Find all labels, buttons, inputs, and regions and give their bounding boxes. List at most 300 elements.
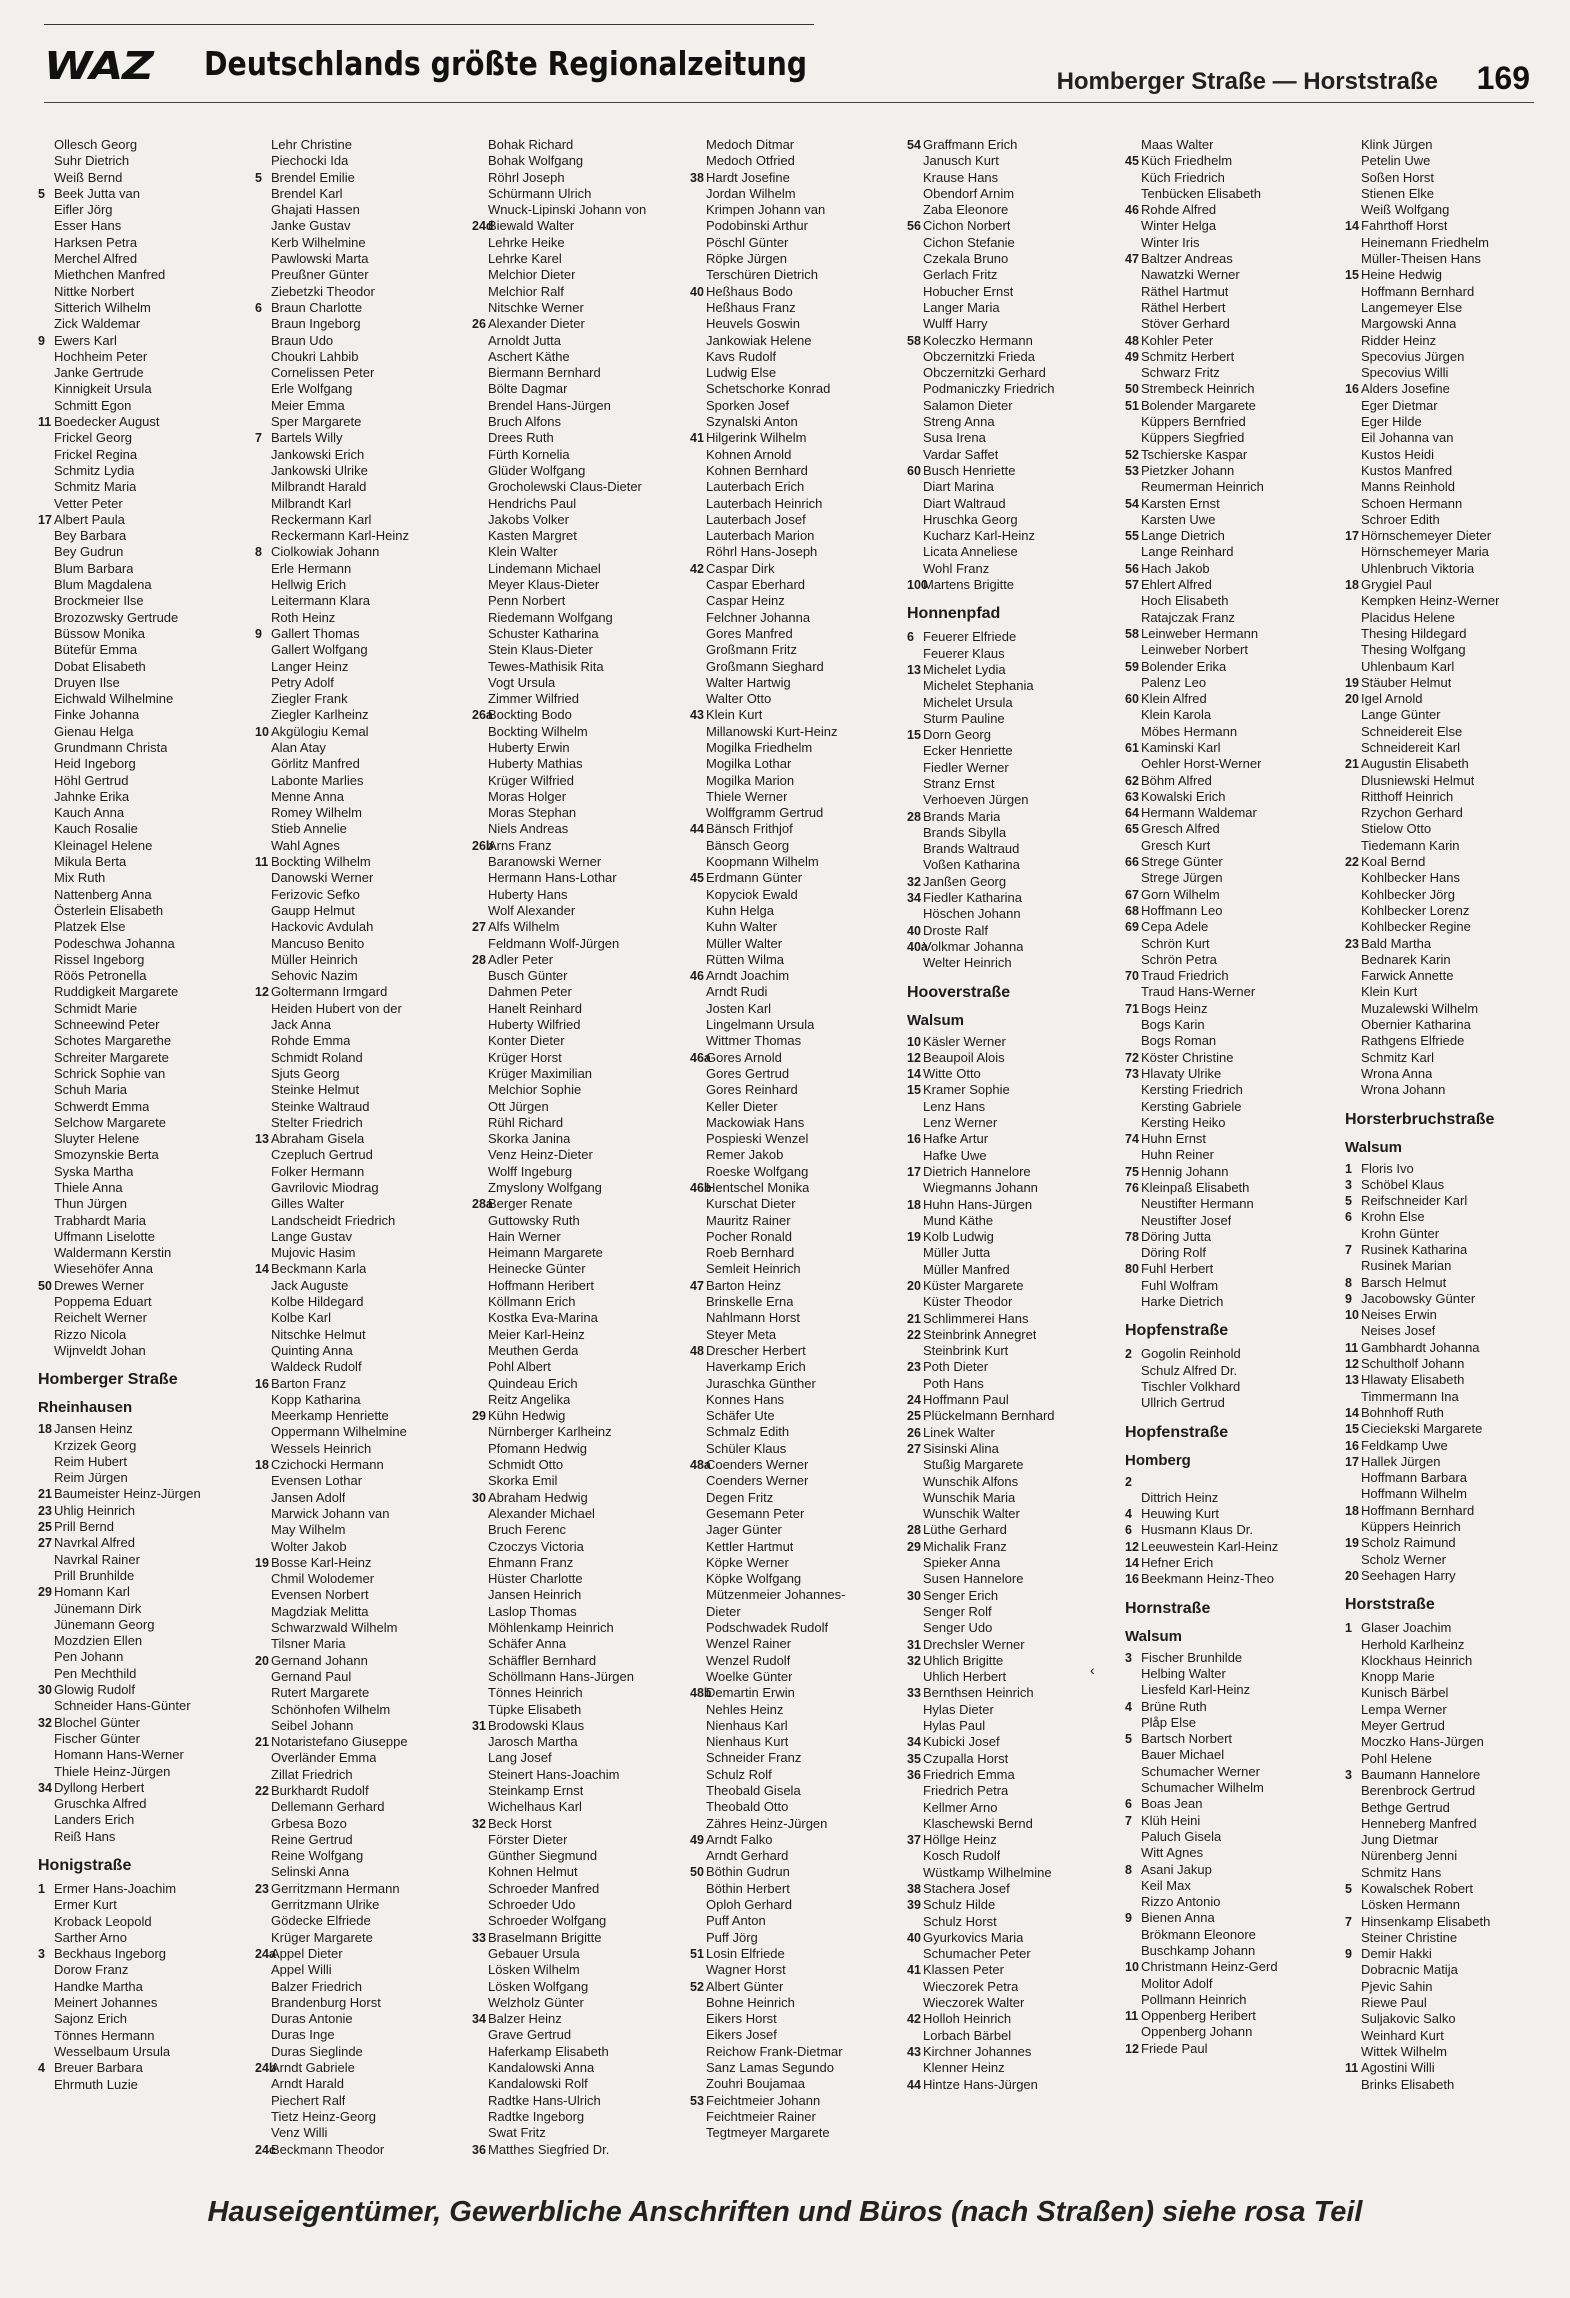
resident-name: Overländer Emma — [271, 1750, 377, 1766]
house-number — [1345, 186, 1361, 202]
house-number: 18 — [255, 1458, 269, 1473]
resident-entry — [1125, 1571, 1335, 1587]
resident-entry — [38, 1979, 248, 1995]
house-number — [472, 1587, 488, 1603]
resident-name: Rizzo Nicola — [54, 1326, 127, 1342]
resident-name: Neustifter Hermann — [1141, 1196, 1254, 1212]
house-number: 33 — [472, 1930, 486, 1945]
house-number — [1345, 838, 1361, 854]
house-number — [38, 1995, 54, 2011]
resident-entry — [38, 1568, 248, 1584]
house-number — [38, 1310, 54, 1326]
resident-entry — [907, 1376, 1117, 1392]
house-number: 38 — [690, 170, 704, 185]
house-number — [1125, 2024, 1141, 2040]
resident-entry — [472, 675, 682, 691]
resident-entry — [1345, 1783, 1555, 1799]
house-number — [38, 398, 54, 414]
resident-name: Zick Waldemar — [54, 316, 141, 332]
house-number: 18 — [1345, 578, 1359, 593]
house-number — [907, 561, 923, 577]
resident-entry — [1125, 1261, 1335, 1277]
house-number — [255, 1310, 271, 1326]
resident-name: Döring Jutta — [1141, 1228, 1212, 1244]
resident-entry — [38, 300, 248, 316]
resident-entry — [255, 773, 465, 789]
resident-name: Nürenberg Jenni — [1361, 1848, 1458, 1864]
resident-entry — [38, 1050, 248, 1066]
house-number — [690, 1555, 706, 1571]
resident-entry — [472, 1848, 682, 1864]
street-heading: Hornstraße — [1125, 1599, 1211, 1617]
resident-entry — [690, 821, 900, 837]
house-number — [472, 349, 488, 365]
resident-entry — [38, 919, 248, 935]
house-number — [38, 1962, 54, 1978]
resident-name: Blochel Günter — [54, 1714, 140, 1730]
resident-name: Dorow Franz — [54, 1962, 129, 1978]
resident-name: Czepluch Gertrud — [271, 1147, 373, 1163]
resident-name: Keller Dieter — [706, 1098, 778, 1114]
resident-entry — [255, 1913, 465, 1929]
house-number: 11 — [1345, 2061, 1359, 2076]
house-number — [472, 1604, 488, 1620]
house-number — [907, 1474, 923, 1490]
house-number: 100 — [907, 578, 928, 593]
resident-name: Biermann Bernhard — [488, 365, 601, 381]
resident-entry — [690, 659, 900, 675]
house-number: 7 — [1125, 1813, 1132, 1828]
resident-name: Feichtmeier Johann — [706, 2092, 821, 2108]
resident-entry — [472, 365, 682, 381]
house-number: 9 — [1345, 1947, 1352, 1962]
resident-entry — [1345, 1767, 1555, 1783]
resident-name: Waldermann Kerstin — [54, 1245, 172, 1261]
house-number — [255, 186, 271, 202]
resident-entry — [1125, 1959, 1335, 1975]
house-number — [472, 251, 488, 267]
resident-name: Seehagen Harry — [1361, 1567, 1456, 1583]
resident-entry — [38, 821, 248, 837]
resident-name: Rütten Wilma — [706, 951, 785, 967]
house-number — [255, 1636, 271, 1652]
house-number: 71 — [1125, 1001, 1139, 1016]
resident-entry — [255, 170, 465, 186]
directory-column-7 — [1345, 137, 1555, 2093]
resident-entry — [38, 1698, 248, 1714]
house-number: 76 — [1125, 1181, 1139, 1195]
resident-entry — [1125, 1346, 1335, 1362]
house-number — [255, 512, 271, 528]
resident-name: Scholz Werner — [1361, 1551, 1447, 1567]
house-number — [1345, 1258, 1361, 1274]
house-number: 42 — [690, 561, 704, 576]
resident-name: Brinskelle Erna — [706, 1294, 794, 1310]
resident-name: Bütefür Emma — [54, 642, 138, 658]
house-number: 15 — [1345, 268, 1359, 283]
resident-name: Schoen Hermann — [1361, 495, 1463, 511]
resident-entry — [255, 675, 465, 691]
resident-entry — [1345, 919, 1555, 935]
resident-name: Gilles Walter — [271, 1196, 345, 1212]
resident-name: Dellemann Gerhard — [271, 1799, 385, 1815]
resident-name: Molitor Adolf — [1141, 1975, 1213, 1991]
resident-name: Romey Wilhelm — [271, 805, 363, 821]
house-number: 40 — [907, 1930, 921, 1945]
resident-name: Schwerdt Emma — [54, 1098, 150, 1114]
resident-entry — [472, 561, 682, 577]
resident-entry — [472, 1196, 682, 1212]
resident-name: Krüger Horst — [488, 1049, 562, 1065]
house-number: 65 — [1125, 822, 1139, 837]
resident-entry — [1125, 887, 1335, 903]
resident-entry — [1345, 447, 1555, 463]
resident-entry — [1345, 1307, 1555, 1323]
resident-name: Wijnveldt Johan — [54, 1342, 146, 1358]
resident-name: Schöbel Klaus — [1361, 1176, 1445, 1192]
house-number — [907, 153, 923, 169]
resident-name: Sluyter Helene — [54, 1131, 140, 1147]
house-number — [38, 1454, 54, 1470]
resident-entry — [690, 838, 900, 854]
resident-entry — [472, 1033, 682, 1049]
house-number — [690, 854, 706, 870]
house-number — [255, 1913, 271, 1929]
resident-entry — [255, 1017, 465, 1033]
house-number: 10 — [907, 1034, 921, 1049]
resident-name: Cornelissen Peter — [271, 365, 375, 381]
resident-name: Erle Wolfgang — [271, 381, 353, 397]
resident-entry — [472, 1327, 682, 1343]
house-number — [1125, 1395, 1141, 1411]
house-number — [690, 398, 706, 414]
house-number: 23 — [1345, 936, 1359, 951]
resident-name: Klein Kurt — [1361, 984, 1418, 1000]
house-number — [690, 1327, 706, 1343]
resident-entry — [907, 792, 1117, 808]
house-number — [1125, 724, 1141, 740]
house-number — [690, 218, 706, 234]
resident-entry — [38, 968, 248, 984]
resident-entry — [38, 1535, 248, 1551]
house-number — [255, 887, 271, 903]
house-number — [38, 1698, 54, 1714]
house-number — [690, 202, 706, 218]
resident-name: Reitz Angelika — [488, 1391, 571, 1407]
resident-entry — [255, 300, 465, 316]
resident-entry — [472, 610, 682, 626]
resident-name: Grocholewski Claus-Dieter — [488, 479, 642, 495]
resident-entry — [907, 1848, 1117, 1864]
resident-entry — [38, 1066, 248, 1082]
resident-entry — [1345, 724, 1555, 740]
resident-name: Schlimmerei Hans — [923, 1310, 1029, 1326]
resident-entry — [690, 740, 900, 756]
resident-name: Eger Dietmar — [1361, 397, 1438, 413]
resident-entry — [255, 2044, 465, 2060]
resident-entry — [1125, 1245, 1335, 1261]
house-number — [472, 1848, 488, 1864]
resident-entry — [1345, 235, 1555, 251]
house-number — [1345, 1832, 1361, 1848]
resident-entry — [1345, 577, 1555, 593]
resident-name: Knopp Marie — [1361, 1669, 1435, 1685]
resident-name: Bolender Margarete — [1141, 397, 1256, 413]
resident-name: Kosch Rudolf — [923, 1848, 1001, 1864]
resident-name: Lauterbach Heinrich — [706, 495, 823, 511]
resident-name: Koleczko Hermann — [923, 332, 1033, 348]
resident-name: Hermann Hans-Lothar — [488, 870, 617, 886]
resident-name: Oppenberg Johann — [1141, 2024, 1253, 2040]
house-number — [1345, 316, 1361, 332]
resident-name: Heiden Hubert von der — [271, 1000, 402, 1016]
resident-entry — [690, 968, 900, 984]
resident-name: Voßen Katharina — [923, 857, 1020, 873]
house-number — [255, 1213, 271, 1229]
house-number — [472, 789, 488, 805]
resident-entry — [38, 186, 248, 202]
house-number — [1345, 1519, 1361, 1535]
resident-entry — [255, 1131, 465, 1147]
resident-name: Michelet Lydia — [923, 661, 1006, 677]
house-number — [472, 1017, 488, 1033]
house-number — [690, 1604, 706, 1620]
resident-name: Duras Inge — [271, 2027, 335, 2043]
house-number: 3 — [1345, 1767, 1352, 1782]
resident-name: Köpke Werner — [706, 1554, 789, 1570]
house-number — [472, 1636, 488, 1652]
resident-entry — [1345, 251, 1555, 267]
resident-name: Müller Manfred — [923, 1261, 1010, 1277]
resident-name: Diart Waltraud — [923, 495, 1006, 511]
resident-name: Schulz Alfred Dr. — [1141, 1362, 1238, 1378]
resident-name: Kohnen Helmut — [488, 1864, 578, 1880]
resident-entry — [907, 760, 1117, 776]
resident-entry — [472, 1343, 682, 1359]
resident-entry — [255, 1180, 465, 1196]
house-number — [907, 743, 923, 759]
resident-entry — [1345, 952, 1555, 968]
resident-name: Bohnhoff Ruth — [1361, 1404, 1444, 1420]
resident-entry — [907, 1082, 1117, 1098]
house-number — [472, 870, 488, 886]
resident-entry — [690, 1864, 900, 1880]
resident-name: Jahnke Erika — [54, 788, 130, 804]
house-number — [38, 1131, 54, 1147]
resident-name: Kolbe Karl — [271, 1310, 331, 1326]
house-number — [1345, 333, 1361, 349]
house-number: 19 — [1345, 1536, 1359, 1551]
resident-entry — [907, 398, 1117, 414]
resident-entry — [255, 218, 465, 234]
resident-entry — [907, 218, 1117, 234]
house-number — [1125, 430, 1141, 446]
house-number — [1345, 1470, 1361, 1486]
resident-entry — [472, 202, 682, 218]
resident-entry — [1125, 1490, 1335, 1506]
resident-entry — [472, 186, 682, 202]
resident-name: Licata Anneliese — [923, 544, 1018, 560]
resident-name: Placidus Helene — [1361, 609, 1455, 625]
house-number: 25 — [907, 1409, 921, 1424]
house-number — [472, 463, 488, 479]
resident-entry — [255, 593, 465, 609]
resident-entry — [907, 2044, 1117, 2060]
resident-name: Podschwadek Rudolf — [706, 1620, 829, 1636]
resident-entry — [907, 1832, 1117, 1848]
resident-entry — [38, 1164, 248, 1180]
resident-entry — [907, 2028, 1117, 2044]
resident-name: Braun Ingeborg — [271, 316, 361, 332]
resident-name: Koal Bernd — [1361, 854, 1426, 870]
resident-entry — [907, 1392, 1117, 1408]
resident-name: Brands Maria — [923, 808, 1001, 824]
resident-name: Wrona Johann — [1361, 1082, 1446, 1098]
resident-entry — [1345, 1519, 1555, 1535]
house-number: 5 — [255, 170, 262, 185]
house-number — [690, 789, 706, 805]
house-number — [1345, 887, 1361, 903]
house-number: 27 — [907, 1441, 921, 1456]
resident-name: Küppers Siegfried — [1141, 430, 1245, 446]
house-number — [472, 544, 488, 560]
resident-entry — [255, 1441, 465, 1457]
resident-entry — [472, 1066, 682, 1082]
house-number — [472, 1946, 488, 1962]
house-number — [472, 740, 488, 756]
house-number: 44 — [690, 822, 704, 837]
resident-entry — [38, 170, 248, 186]
resident-name: Felchner Johanna — [706, 609, 811, 625]
resident-entry — [255, 1571, 465, 1587]
resident-name: Floris Ivo — [1361, 1160, 1414, 1176]
resident-name: Milbrandt Harald — [271, 479, 367, 495]
resident-name: Husmann Klaus Dr. — [1141, 1522, 1253, 1538]
house-number — [690, 756, 706, 772]
resident-name: Hobucher Ernst — [923, 283, 1014, 299]
resident-name: Böthin Herbert — [706, 1880, 790, 1896]
resident-name: Goltermann Irmgard — [271, 984, 388, 1000]
resident-entry — [1125, 1699, 1335, 1715]
resident-entry — [472, 2093, 682, 2109]
resident-name: Christmann Heinz-Gerd — [1141, 1959, 1278, 1975]
resident-entry — [907, 447, 1117, 463]
resident-entry — [1345, 1405, 1555, 1421]
resident-entry — [472, 2027, 682, 2043]
resident-name: Kopyciok Ewald — [706, 886, 798, 902]
resident-name: Möhlenkamp Heinrich — [488, 1620, 614, 1636]
resident-name: Ritthoff Heinrich — [1361, 788, 1454, 804]
resident-name: Skorka Janina — [488, 1131, 571, 1147]
resident-name: Hoffmann Bernhard — [1361, 283, 1475, 299]
resident-entry — [907, 1245, 1117, 1261]
resident-name: Mützenmeier Johannes- — [706, 1587, 846, 1603]
resident-entry — [907, 1034, 1117, 1050]
house-number — [1125, 1747, 1141, 1763]
resident-entry — [907, 1930, 1117, 1946]
house-number — [38, 1164, 54, 1180]
house-number — [38, 984, 54, 1000]
resident-entry — [1345, 1454, 1555, 1470]
house-number — [1125, 1245, 1141, 1261]
house-number — [690, 300, 706, 316]
resident-name: Esser Hans — [54, 218, 122, 234]
resident-entry — [1345, 1832, 1555, 1848]
resident-name: Manns Reinhold — [1361, 479, 1455, 495]
resident-name: Nahlmann Horst — [706, 1310, 800, 1326]
resident-name: Küch Friedhelm — [1141, 153, 1233, 169]
house-number — [472, 1522, 488, 1538]
house-number — [38, 496, 54, 512]
resident-entry — [1125, 577, 1335, 593]
resident-name: Kaminski Karl — [1141, 739, 1221, 755]
house-number — [1125, 1213, 1141, 1229]
house-number — [472, 1539, 488, 1555]
house-number — [472, 1767, 488, 1783]
house-number — [1345, 1865, 1361, 1881]
resident-entry — [1345, 1637, 1555, 1653]
resident-entry — [690, 1115, 900, 1131]
house-number: 30 — [472, 1490, 486, 1505]
resident-entry — [1345, 2060, 1555, 2076]
house-number: 53 — [1125, 463, 1139, 478]
resident-entry — [472, 1962, 682, 1978]
house-number — [690, 626, 706, 642]
resident-entry — [690, 1278, 900, 1294]
resident-name: Strege Günter — [1141, 854, 1223, 870]
resident-name: Wüstkamp Wilhelmine — [923, 1864, 1052, 1880]
resident-name: Hylas Paul — [923, 1718, 986, 1734]
house-number: 11 — [1125, 2009, 1139, 2024]
resident-entry — [255, 1522, 465, 1538]
resident-name: Ferizovic Sefko — [271, 886, 360, 902]
resident-entry — [38, 773, 248, 789]
resident-entry — [907, 727, 1117, 743]
resident-entry — [38, 1438, 248, 1454]
resident-entry — [690, 186, 900, 202]
resident-name: Hintze Hans-Jürgen — [923, 2076, 1038, 2092]
resident-entry — [907, 1131, 1117, 1147]
resident-name: Brockmeier Ilse — [54, 593, 144, 609]
resident-entry — [690, 1490, 900, 1506]
house-number — [38, 1979, 54, 1995]
resident-name: Kurschat Dieter — [706, 1196, 796, 1212]
resident-entry — [690, 789, 900, 805]
house-number — [38, 1633, 54, 1649]
house-number — [690, 1848, 706, 1864]
house-number — [38, 1897, 54, 1913]
house-number — [690, 2027, 706, 2043]
resident-name: Venz Willi — [271, 2125, 328, 2141]
resident-entry — [1345, 512, 1555, 528]
resident-entry — [1125, 919, 1335, 935]
resident-name: Demir Hakki — [1361, 1946, 1432, 1962]
resident-entry — [907, 1637, 1117, 1653]
house-number: 40a — [907, 939, 928, 954]
resident-entry — [907, 1425, 1117, 1441]
house-number: 3 — [38, 1947, 45, 1962]
house-number — [472, 1506, 488, 1522]
resident-name: Gavrilovic Miodrag — [271, 1180, 379, 1195]
resident-name: Gresch Alfred — [1141, 821, 1220, 837]
resident-name: Kohnen Arnold — [706, 446, 792, 462]
resident-entry — [1345, 740, 1555, 756]
resident-entry — [690, 1718, 900, 1734]
resident-entry — [1125, 463, 1335, 479]
resident-name: Jacobowsky Günter — [1361, 1290, 1476, 1306]
house-number — [907, 1995, 923, 2011]
resident-name: Fiedler Katharina — [923, 890, 1022, 906]
